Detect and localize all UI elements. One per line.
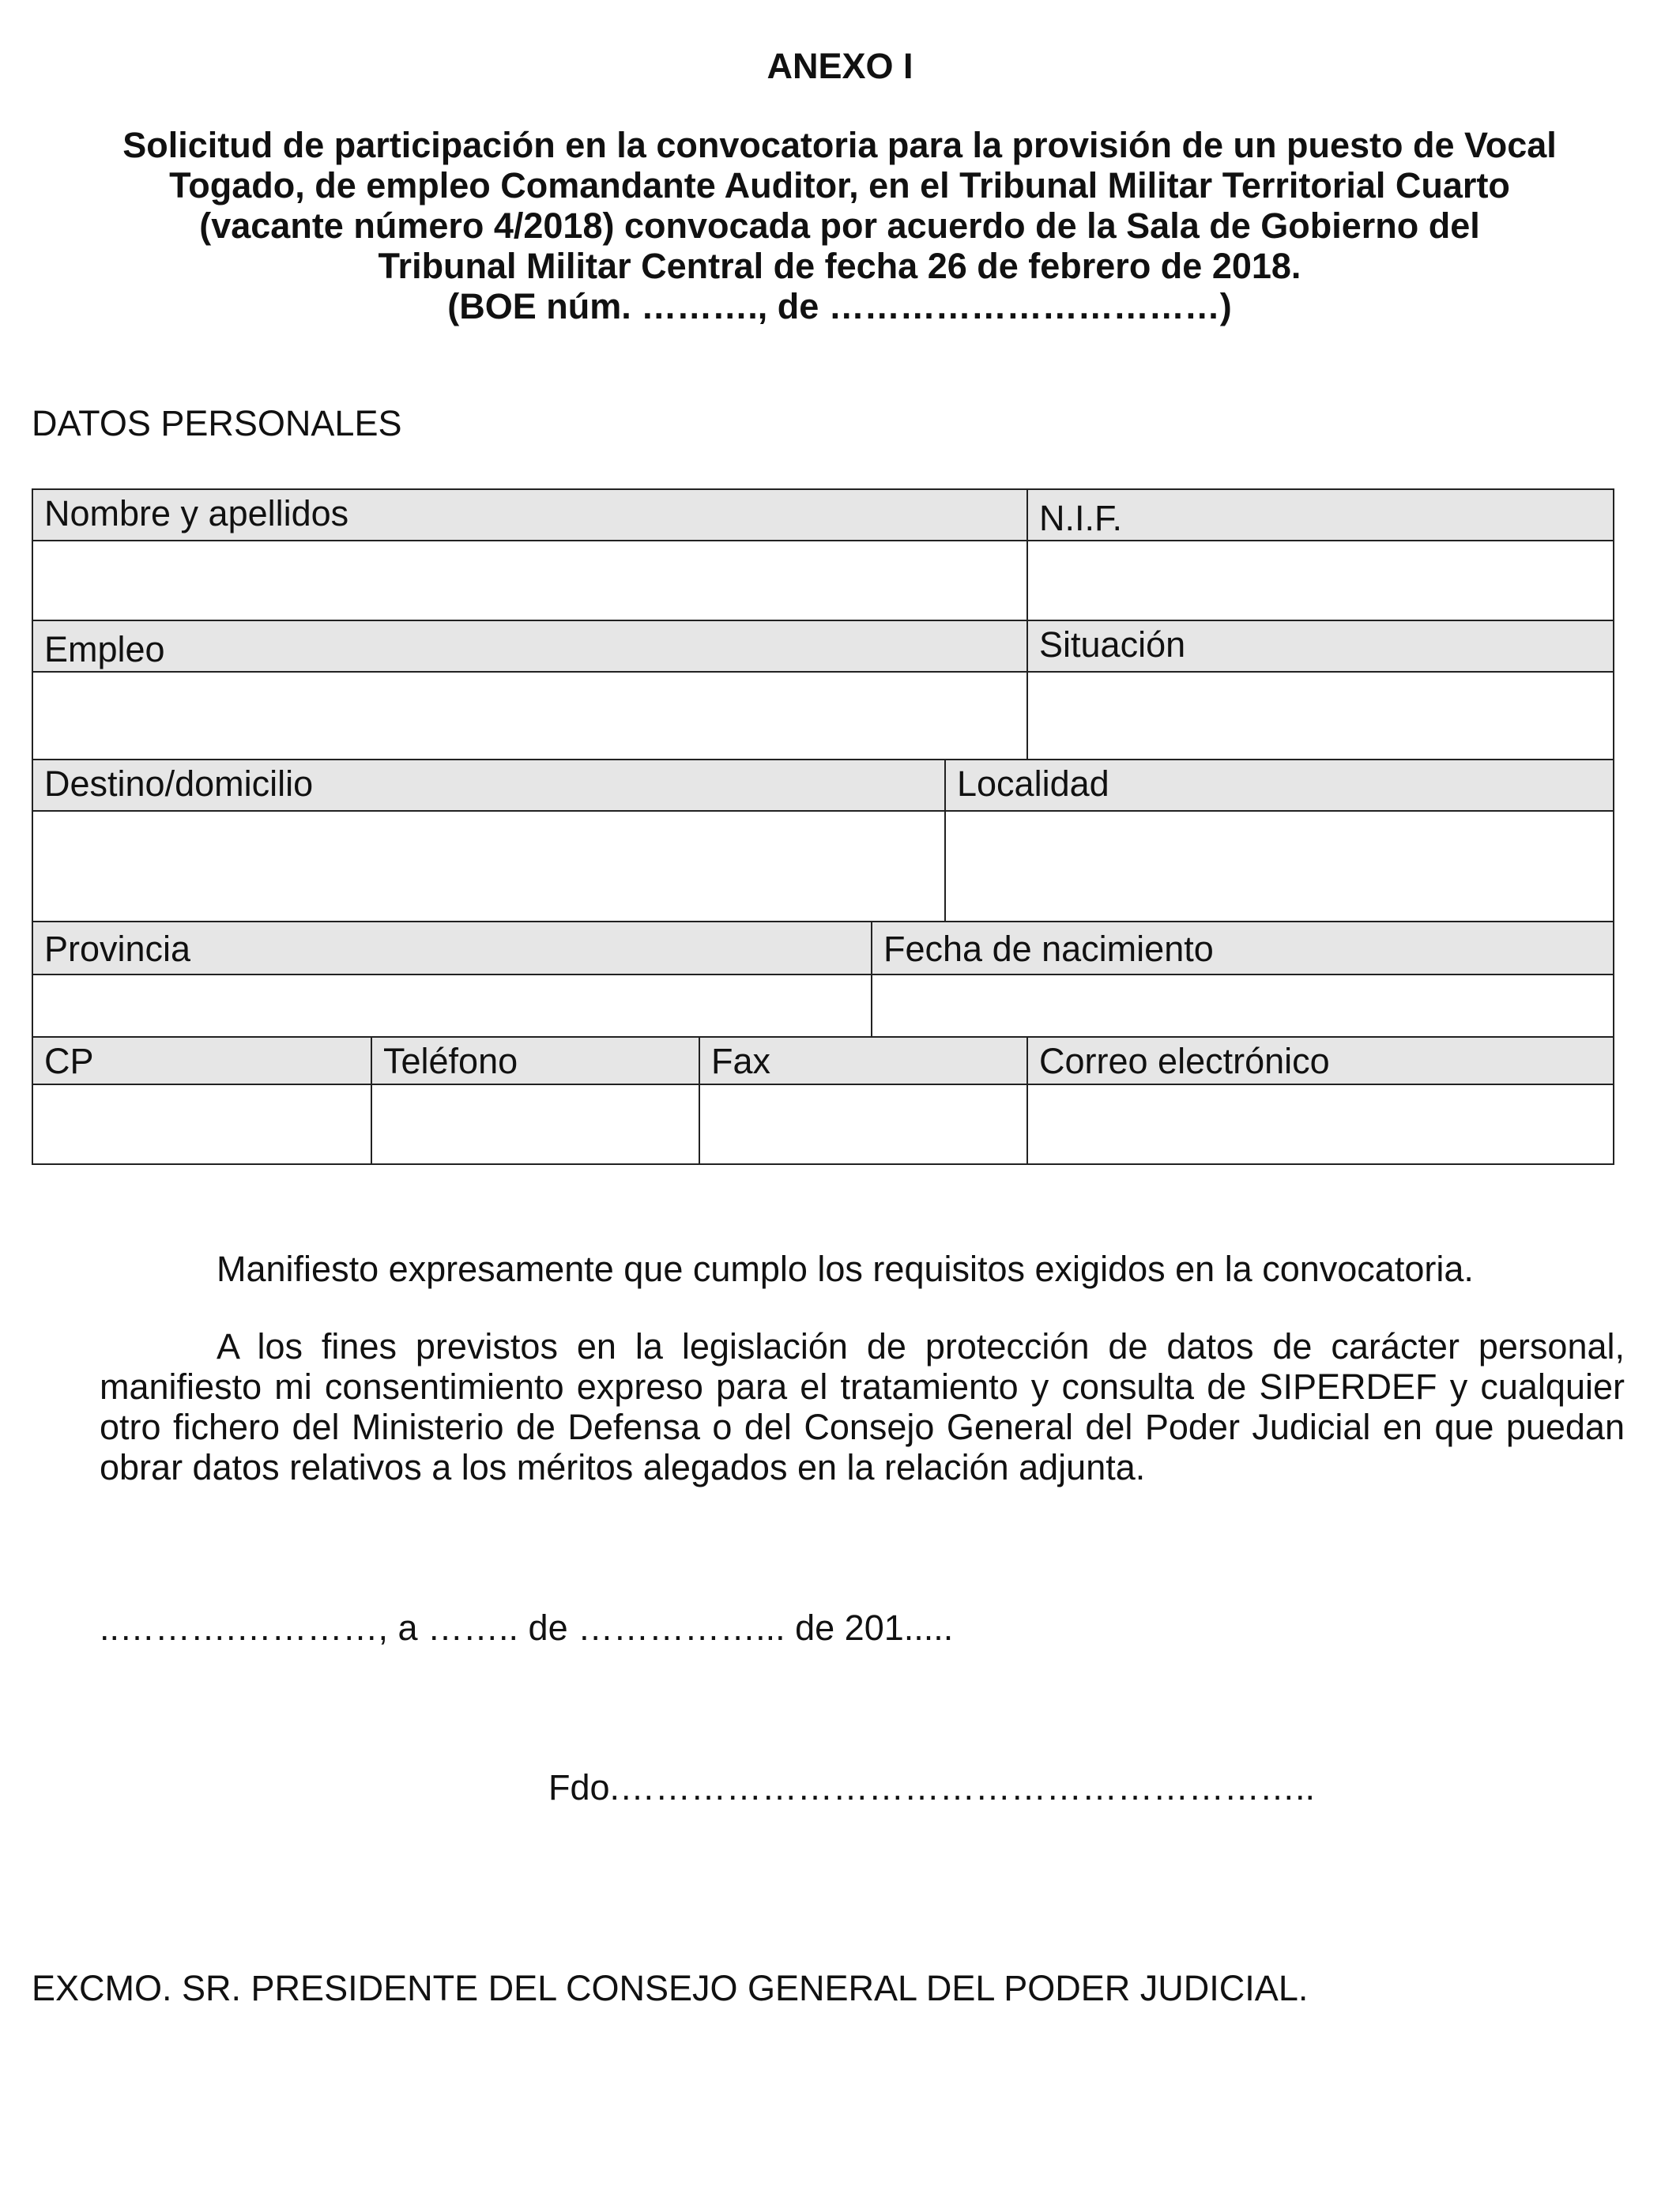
addressee: EXCMO. SR. PRESIDENTE DEL CONSEJO GENERAL DEL PODER JUDICIAL. — [32, 1968, 1309, 2008]
title-line: (BOE núm. ………., de ……………………………) — [447, 286, 1232, 326]
telefono-label: Teléfono — [371, 1036, 700, 1085]
fax-input[interactable] — [700, 1085, 1026, 1163]
signature-line: Fdo.………………………………………………….. — [548, 1767, 1316, 1808]
situacion-field[interactable] — [1026, 671, 1614, 760]
cp-field[interactable] — [32, 1084, 372, 1165]
provincia-label: Provincia — [32, 921, 872, 975]
nif-label: N.I.F. — [1026, 488, 1614, 541]
localidad-field[interactable] — [944, 810, 1614, 922]
fecha-nacimiento-input[interactable] — [872, 975, 1613, 1036]
nombre-field[interactable] — [32, 540, 1028, 621]
fax-field[interactable] — [699, 1084, 1028, 1165]
situacion-label: Situación — [1026, 620, 1614, 673]
annex-heading: ANEXO I — [767, 46, 913, 86]
place-date-line: ..……….…………, a …….. de ……………... de 201..... — [100, 1608, 954, 1648]
nombre-label: Nombre y apellidos — [32, 488, 1028, 541]
fecha-nacimiento-label: Fecha de nacimiento — [871, 921, 1614, 975]
telefono-field[interactable] — [371, 1084, 700, 1165]
cp-label: CP — [32, 1036, 372, 1085]
nif-field[interactable] — [1026, 540, 1614, 621]
title-line: Solicitud de participación en la convocatoria para la provisión de un puesto de Vocal — [122, 125, 1557, 165]
fecha-nacimiento-field[interactable] — [871, 974, 1614, 1038]
localidad-input[interactable] — [946, 812, 1613, 921]
correo-input[interactable] — [1028, 1085, 1613, 1163]
situacion-input[interactable] — [1028, 673, 1613, 759]
correo-field[interactable] — [1026, 1084, 1614, 1165]
correo-label: Correo electrónico — [1026, 1036, 1614, 1085]
empleo-field[interactable] — [32, 671, 1028, 760]
declaration-text: Manifiesto expresamente que cumplo los requisitos exigidos en la convocatoria. — [217, 1249, 1474, 1289]
empleo-input[interactable] — [33, 673, 1026, 759]
destino-input[interactable] — [33, 812, 944, 921]
cp-input[interactable] — [33, 1085, 371, 1163]
provincia-field[interactable] — [32, 974, 872, 1038]
nif-input[interactable] — [1028, 541, 1613, 620]
empleo-label: Empleo — [32, 620, 1028, 673]
declaration-paragraph — [100, 1249, 1625, 1289]
fax-label: Fax — [699, 1036, 1028, 1085]
title-line: Togado, de empleo Comandante Auditor, en el Tribunal Militar Territorial Cuarto — [169, 165, 1510, 205]
destino-label: Destino/domicilio — [32, 759, 946, 812]
nombre-input[interactable] — [33, 541, 1026, 620]
consent-paragraph — [100, 1326, 1625, 1487]
destino-field[interactable] — [32, 810, 946, 922]
title-line: Tribunal Militar Central de fecha 26 de febrero de 2018. — [378, 246, 1301, 286]
localidad-label: Localidad — [944, 759, 1614, 812]
telefono-input[interactable] — [372, 1085, 699, 1163]
provincia-input[interactable] — [33, 975, 871, 1036]
document-title — [32, 125, 1648, 326]
title-line: (vacante número 4/2018) convocada por acuerdo de la Sala de Gobierno del — [199, 205, 1480, 246]
section-heading-personal-data: DATOS PERSONALES — [32, 403, 402, 443]
consent-text: A los fines previstos en la legislación de protección de datos de carácter personal, manifiesto mi consentimiento expreso para el tratamiento y consulta de SIPERDEF y cualquier otro fichero del Ministerio de Defensa o del Consejo General del Poder Judicial en que puedan obrar datos relativos a los méritos alegados en la relación adjunta. — [100, 1326, 1625, 1487]
